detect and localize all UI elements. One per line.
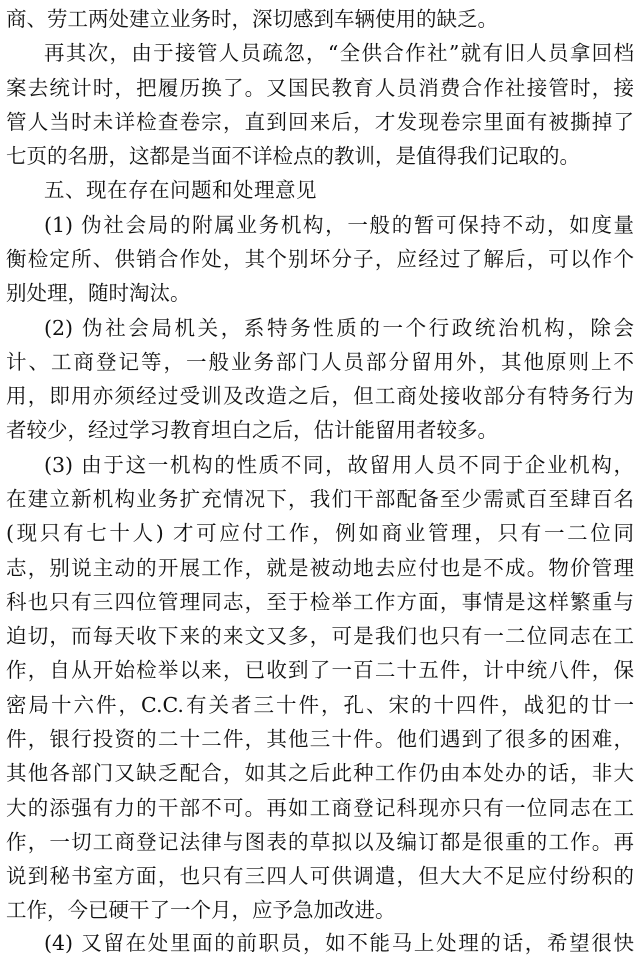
text-line: 计、工商登记等，一般业务部门人员部分留用外，其他原则上不 — [6, 350, 634, 374]
text-line: (现只有七十人) 才可应付工作，例如商业管理，只有一二位同 — [6, 521, 634, 545]
text-line: 其他各部门又缺乏配合，如其之后此种工作仍由本处办的话，非大 — [6, 761, 634, 785]
text-line: 件，银行投资的二十二件，其他三十件。他们遇到了很多的困难， — [6, 727, 634, 751]
text-line: 用，即用亦须经过受训及改造之后，但工商处接收部分有特务行为 — [6, 384, 634, 408]
text-line: (1) 伪社会局的附属业务机构，一般的暂可保持不动，如度量 — [44, 213, 634, 237]
text-line: 再其次，由于接管人员疏忽，“全供合作社”就有旧人员拿回档 — [44, 41, 634, 65]
text-line: 商、劳工两处建立业务时，深切感到车辆使用的缺乏。 — [6, 7, 498, 31]
text-line: 作，一切工商登记法律与图表的草拟以及编订都是很重的工作。再 — [6, 830, 634, 854]
text-line: (2) 伪社会局机关，系特务性质的一个行政统治机构，除会 — [44, 316, 634, 340]
text-line: 衡检定所、供销合作处，其个别坏分子，应经过了解后，可以作个 — [6, 247, 634, 271]
text-line: 密局十六件，C.C.有关者三十件，孔、宋的十四件，战犯的廿一 — [6, 693, 634, 717]
text-line: 者较少，经过学习教育坦白之后，估计能留用者较多。 — [6, 418, 498, 442]
text-line: 科也只有三四位管理同志，至于检举工作方面，事情是这样繁重与 — [6, 590, 634, 614]
text-line: (3) 由于这一机构的性质不同，故留用人员不同于企业机构， — [44, 453, 634, 477]
text-line: 迫切，而每天收下来的来文又多，可是我们也只有一二位同志在工 — [6, 624, 634, 648]
text-line: 大的添强有力的干部不可。再如工商登记科现亦只有一位同志在工 — [6, 796, 634, 820]
text-line: 管人当时未详检查卷宗，直到回来后，才发现卷宗里面有被撕掉了 — [6, 110, 634, 134]
text-line: 工作，今已硬干了一个月，应予急加改进。 — [6, 898, 396, 922]
text-line: 案去统计时，把履历换了。又国民教育人员消费合作社接管时，接 — [6, 76, 634, 100]
text-line: 志，别说主动的开展工作，就是被动地去应付也是不成。物价管理 — [6, 556, 634, 580]
text-line: 在建立新机构业务扩充情况下，我们干部配备至少需贰百至肆百名 — [6, 487, 634, 511]
text-line: 说到秘书室方面，也只有三四人可供调遣，但大大不足应付纷积的 — [6, 864, 634, 888]
text-line: 七页的名册，这都是当面不详检点的教训，是值得我们记取的。 — [6, 144, 580, 168]
text-line: (4) 又留在处里面的前职员，如不能马上处理的话，希望很快 — [44, 931, 634, 955]
text-line: 作，自从开始检举以来，已收到了一百二十五件，计中统八件，保 — [6, 658, 634, 682]
section-heading: 五、现在存在问题和处理意见 — [44, 178, 317, 202]
text-line: 别处理，随时淘汰。 — [6, 281, 191, 305]
